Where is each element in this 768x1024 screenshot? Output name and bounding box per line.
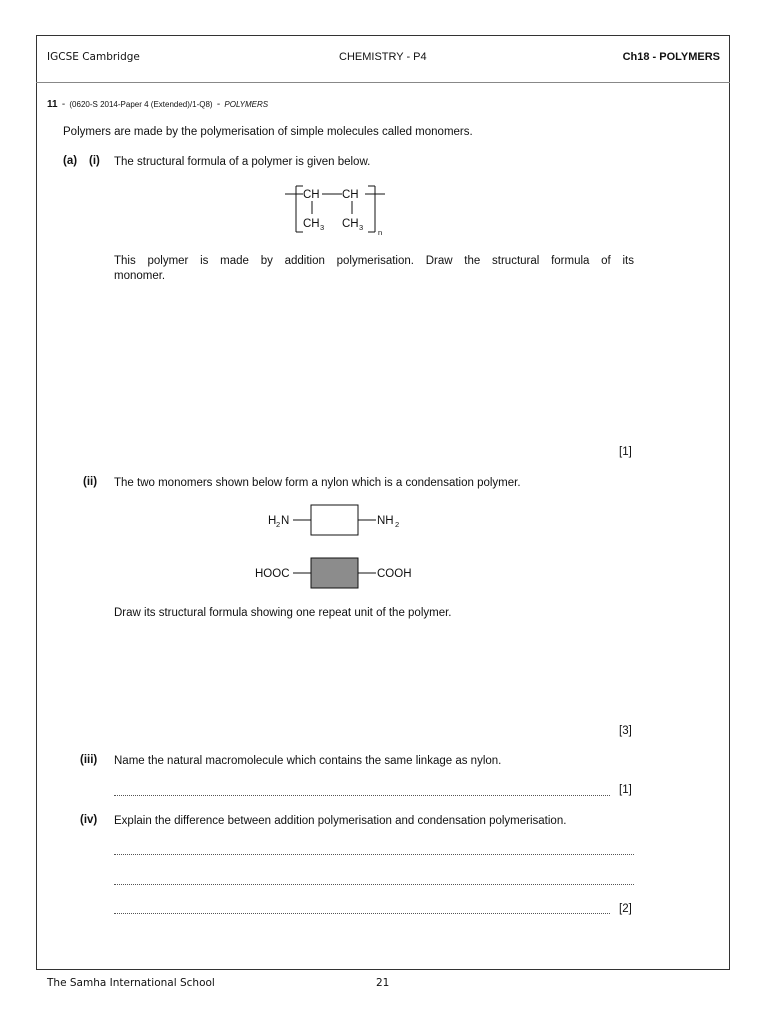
chapter-label: Ch18 - POLYMERS — [622, 51, 720, 63]
question-separator: - — [61, 99, 66, 110]
footer-school: The Samha International School — [47, 977, 215, 989]
part-a-iii-text: Name the natural macromolecule which contains the same linkage as nylon. — [114, 755, 502, 767]
part-a-label: (a) — [63, 155, 78, 167]
footer-page-number: 21 — [376, 977, 390, 989]
formula-ch3-right: CH — [342, 218, 359, 230]
part-a-i-prompt-2: monomer. — [114, 270, 166, 282]
diacid-right-cooh: COOH — [377, 568, 412, 580]
answer-line-iv-2[interactable] — [114, 884, 634, 885]
course-label: IGCSE Cambridge — [47, 51, 140, 63]
part-a-i-label: (i) — [89, 155, 100, 167]
part-a-iv-text: Explain the difference between addition polymerisation and condensation polymerisation. — [114, 815, 567, 827]
part-a-i-mark: [1] — [619, 446, 632, 458]
intro-text: Polymers are made by the polymerisation of simple molecules called monomers. — [63, 126, 473, 138]
formula-sub3-left: 3 — [320, 223, 325, 232]
diamine-right-sub: 2 — [395, 520, 400, 529]
part-a-iii-mark: [1] — [619, 784, 632, 796]
answer-line-iv-1[interactable] — [114, 854, 634, 855]
part-a-ii-mark: [3] — [619, 725, 632, 737]
diacid-left-hooc: HOOC — [255, 568, 290, 580]
formula-ch-right: CH — [342, 189, 359, 201]
part-a-iv-label: (iv) — [80, 814, 98, 826]
answer-line-iv-3[interactable] — [114, 913, 610, 914]
formula-ch3-left: CH — [303, 218, 320, 230]
question-separator-2: - — [216, 99, 221, 110]
formula-sub3-right: 3 — [359, 223, 364, 232]
diamine-left-n: N — [281, 515, 290, 527]
diamine-left-h: H — [268, 515, 277, 527]
formula-ch-left: CH — [303, 189, 320, 201]
part-a-ii-label: (ii) — [83, 476, 98, 488]
answer-line-iii[interactable] — [114, 795, 610, 796]
header-divider — [36, 82, 730, 83]
question-number: 11 — [47, 99, 58, 110]
diamine-left-sub: 2 — [276, 520, 281, 529]
question-topic: POLYMERS — [224, 100, 269, 109]
part-a-i-text: The structural formula of a polymer is given below. — [114, 156, 371, 168]
diamine-right-nh: NH — [377, 515, 394, 527]
question-heading — [47, 99, 268, 110]
part-a-ii-prompt: Draw its structural formula showing one repeat unit of the polymer. — [114, 607, 452, 619]
subject-label: CHEMISTRY - P4 — [339, 51, 427, 63]
part-a-i-prompt-1: This polymer is made by addition polymerisation. Draw the structural formula of its — [114, 255, 634, 267]
part-a-iv-mark: [2] — [619, 903, 632, 915]
formula-sub-n: n — [378, 228, 383, 237]
page-frame — [36, 35, 730, 970]
part-a-iii-label: (iii) — [80, 754, 98, 766]
question-source: (0620-S 2014-Paper 4 (Extended)/1-Q8) — [69, 100, 213, 109]
part-a-ii-text: The two monomers shown below form a nylon which is a condensation polymer. — [114, 477, 521, 489]
